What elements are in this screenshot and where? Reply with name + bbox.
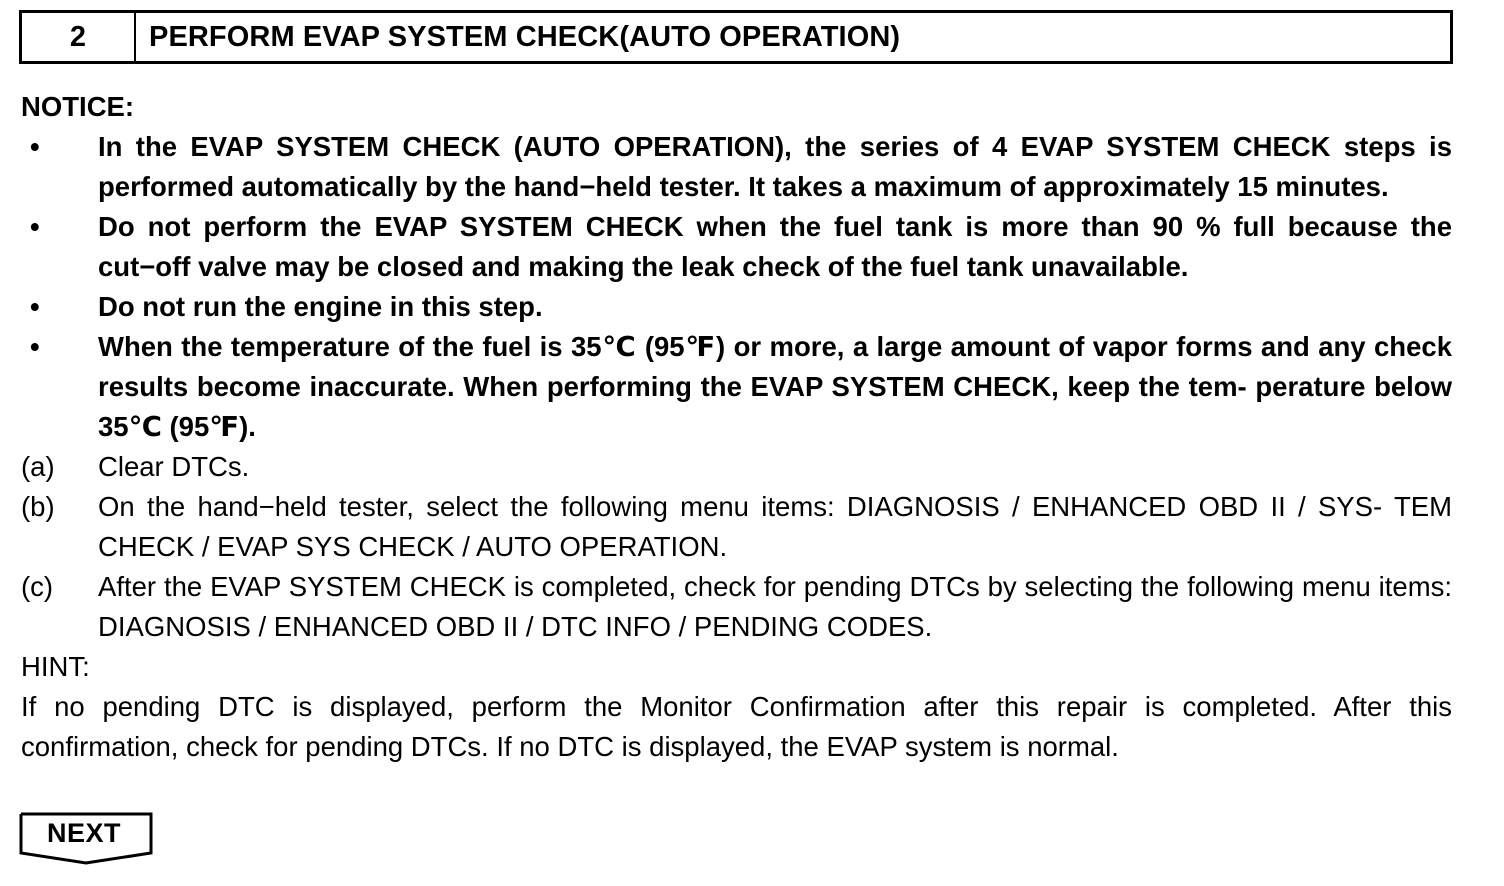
step-marker: (a) [21, 451, 55, 482]
step-item [21, 487, 1452, 567]
notice-item-text: Do not run the engine in this step. [98, 291, 543, 322]
hint-text: If no pending DTC is displayed, perform the Monitor Confirmation after this repair is completed. After this confirmation, check for pending DTCs. If no DTC is displayed, the EVAP system is normal. [21, 691, 1452, 762]
step-header [19, 10, 1453, 64]
step-text: Clear DTCs. [98, 451, 250, 482]
notice-item [21, 127, 1452, 207]
step-title: PERFORM EVAP SYSTEM CHECK(AUTO OPERATION) [149, 20, 901, 53]
notice-label: NOTICE: [21, 91, 135, 122]
next-button-label: NEXT [46, 818, 121, 848]
bullet-icon: • [30, 211, 40, 242]
notice-item [21, 287, 1452, 327]
step-marker: (b) [21, 491, 55, 522]
step-number: 2 [22, 13, 136, 61]
step-item [21, 447, 1452, 487]
step-item [21, 567, 1452, 647]
bullet-icon: • [30, 131, 40, 162]
step-marker: (c) [21, 571, 54, 602]
notice-item [21, 327, 1452, 447]
notice-item-text: In the EVAP SYSTEM CHECK (AUTO OPERATION), the series of 4 EVAP SYSTEM CHECK steps is performed automatically by the hand−held tester. It takes a maximum of approximately 15 minutes. [98, 131, 1452, 202]
hint-label: HINT: [21, 651, 90, 682]
bullet-icon: • [30, 291, 40, 322]
procedure-content [21, 87, 1452, 767]
next-button[interactable] [19, 812, 155, 864]
step-text: After the EVAP SYSTEM CHECK is completed, check for pending DTCs by selecting the following menu items: DIAGNOSIS / ENHANCED OBD II / DTC INFO / PENDING CODES. [98, 571, 1452, 642]
bullet-icon: • [30, 331, 40, 362]
notice-item-text: When the temperature of the fuel is 35℃ (95℉) or more, a large amount of vapor forms and any check results become inaccurate. When performing the EVAP SYSTEM CHECK, keep the tem- perature below 35℃ (95℉). [98, 331, 1452, 442]
notice-item-text: Do not perform the EVAP SYSTEM CHECK when the fuel tank is more than 90 % full because the cut−off valve may be closed and making the leak check of the fuel tank unavailable. [98, 211, 1452, 282]
notice-item [21, 207, 1452, 287]
step-text: On the hand−held tester, select the following menu items: DIAGNOSIS / ENHANCED OBD II / SYS- TEM CHECK / EVAP SYS CHECK / AUTO OPERATION. [98, 491, 1452, 562]
